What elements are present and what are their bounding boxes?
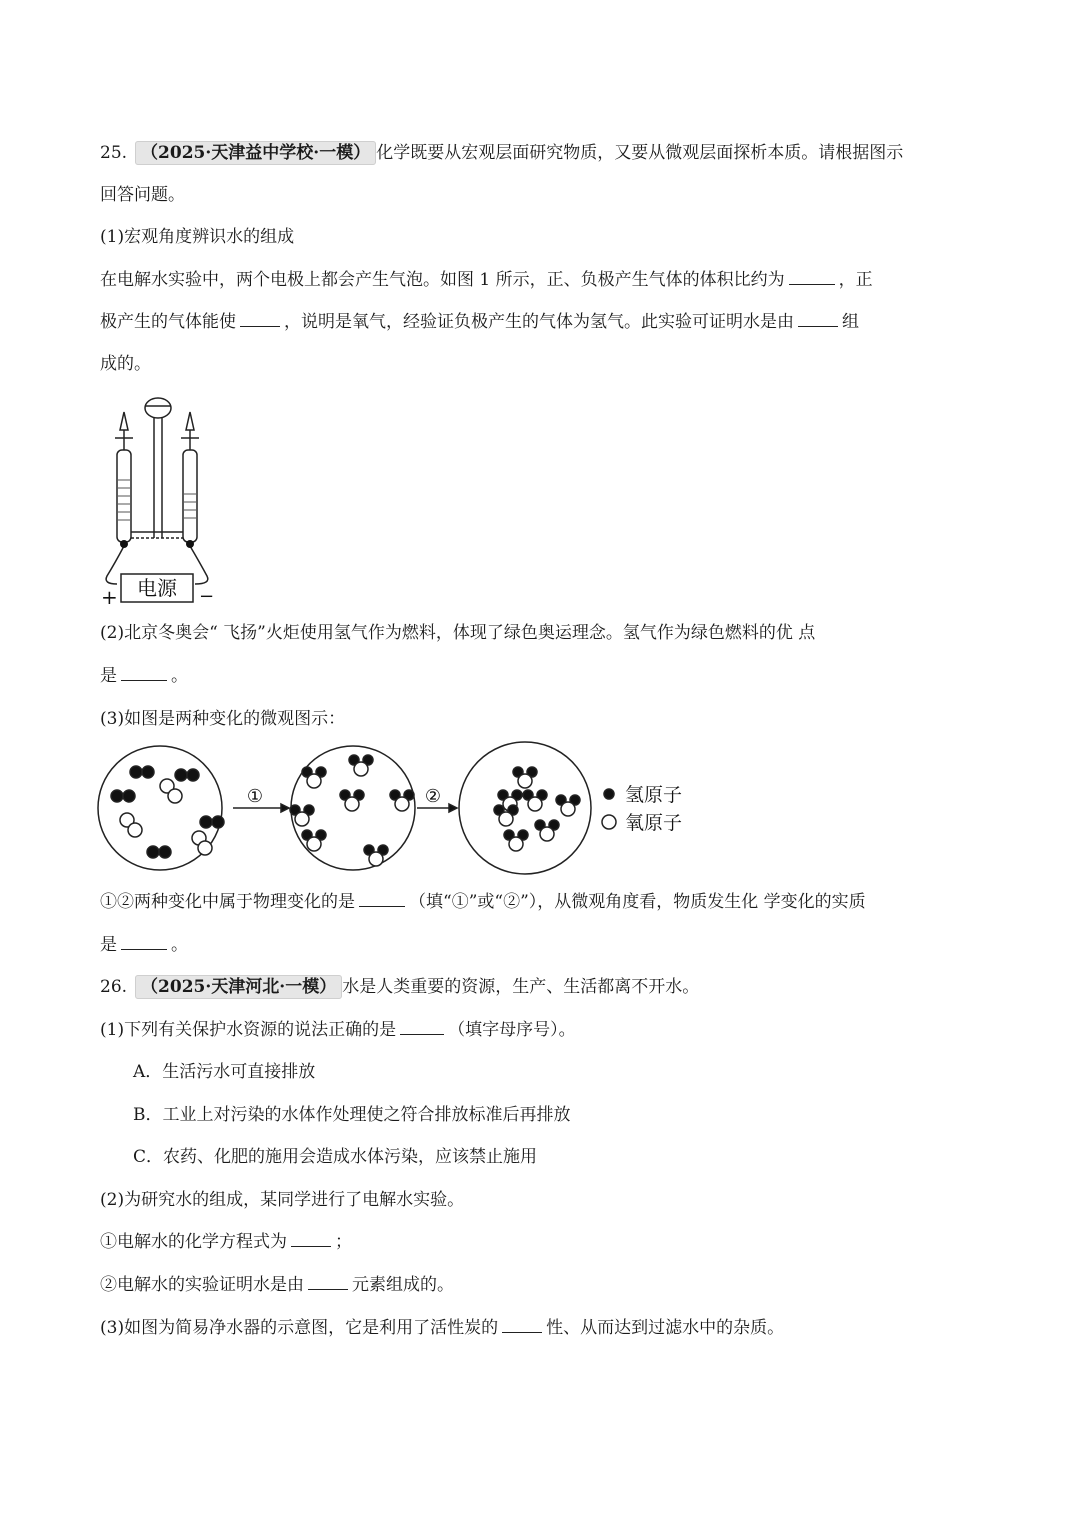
q26-part2-a [100,1230,352,1254]
answer-blank-elements[interactable] [308,1273,348,1290]
q26-part2: (2)为研究水的组成，某同学进行了电解水实验。 [100,1190,465,1210]
hydrogen-atom-symbol [604,789,614,799]
q25-part3-text-a: ①②两种变化中属于物理变化的是 [100,892,355,912]
answer-blank-advantage[interactable] [121,664,167,681]
electrolysis-apparatus-figure [95,388,225,610]
negative-terminal-label: − [199,586,215,607]
q26-part1-text: (1)下列有关保护水资源的说法正确的是 [100,1020,397,1040]
q25-number: 25. [100,143,128,163]
q25-part3-text-c: 是 [100,935,117,955]
answer-blank-option[interactable] [400,1018,444,1035]
q26-part2-b-tail: 元素组成的。 [352,1275,454,1295]
step-1-label: ① [246,786,264,807]
q25-part1-text-b: ，正 [838,270,873,290]
answer-blank-ratio[interactable] [789,268,835,285]
q26-part3 [100,1316,784,1340]
q25-part3-text-d: 。 [171,935,188,955]
q25-part2-text-b: 。 [171,666,188,686]
q25-stem-text: 化学既要从宏观层面研究物质，又要从微观层面探析本质。请根据图示 [376,143,904,163]
q26-stem-text: 水是人类重要的资源，生产、生活都离不开水。 [342,977,700,997]
q26-part1-tail: （填字母序号）。 [448,1020,576,1040]
legend-hydrogen-label: 氢原子 [625,784,683,806]
option-b: B．工业上对污染的水体作处理使之符合排放标准后再排放 [133,1105,571,1125]
q26-part1 [100,1018,576,1042]
q26-part2-b-text: ②电解水的实验证明水是由 [100,1275,304,1295]
q25-part1-text-e: 组 [842,312,859,332]
molecular-change-figure [95,740,715,880]
q25-part3-line2 [100,933,188,957]
answer-blank-composition[interactable] [798,310,838,327]
q26-part3-text-a: (3)如图为简易净水器的示意图，它是利用了活性炭的 [100,1318,499,1338]
option-c: C．农药、化肥的施用会造成水体污染，应该禁止施用 [133,1147,538,1167]
answer-blank-test[interactable] [240,310,280,327]
q26-number: 26. [100,977,128,997]
q25-part1-line2 [100,310,859,334]
step-2-label: ② [424,786,442,807]
q25-part1-line3: 成的。 [100,354,151,374]
q25-part2-text-a: 是 [100,666,117,686]
q26-part3-text-b: 性、从而达到过滤水中的杂质。 [546,1318,785,1338]
q25-part2-line1: (2)北京冬奥会“ 飞扬”火炬使用氢气作为燃料，体现了绿色奥运理念。氢气作为绿色燃料的优 点 [100,623,816,643]
q25-part3-title: (3)如图是两种变化的微观图示： [100,709,346,729]
answer-blank-essence[interactable] [121,933,167,950]
q26-part2-b [100,1273,454,1297]
power-source-label: 电源 [137,576,177,600]
q26-part2-a-tail: ； [335,1232,352,1252]
q26-part2-a-text: ①电解水的化学方程式为 [100,1232,287,1252]
q26-stem [100,975,699,999]
q25-stem-line1 [100,141,903,165]
oxygen-atom-symbol [602,815,616,829]
q25-part1-line1 [100,268,873,292]
answer-blank-equation[interactable] [291,1230,331,1247]
q25-part3-text-b: （填“①”或“②”），从微观角度看，物质发生化 学变化的实质 [409,892,866,912]
q26-source-tag: （2025·天津河北·一模） [135,975,342,999]
q25-part1-text-d: ，说明是氧气，经验证负极产生的气体为氢气。此实验可证明水是由 [284,312,794,332]
option-a: A．生活污水可直接排放 [133,1062,316,1082]
q25-part1-text-a: 在电解水实验中，两个电极上都会产生气泡。如图 1 所示，正、负极产生气体的体积比约为 [100,270,785,290]
legend-oxygen-label: 氧原子 [625,812,683,834]
q25-source-tag: （2025·天津益中学校·一模） [135,141,376,165]
answer-blank-physical-change[interactable] [359,890,405,907]
q25-part2-line2 [100,664,188,688]
answer-blank-property[interactable] [502,1316,542,1333]
q25-part3-line1 [100,890,866,914]
q25-part1-title: (1)宏观角度辨识水的组成 [100,227,295,247]
q25-stem-line2: 回答问题。 [100,185,185,205]
positive-terminal-label: + [101,585,118,609]
q25-part1-text-c: 极产生的气体能使 [100,312,236,332]
